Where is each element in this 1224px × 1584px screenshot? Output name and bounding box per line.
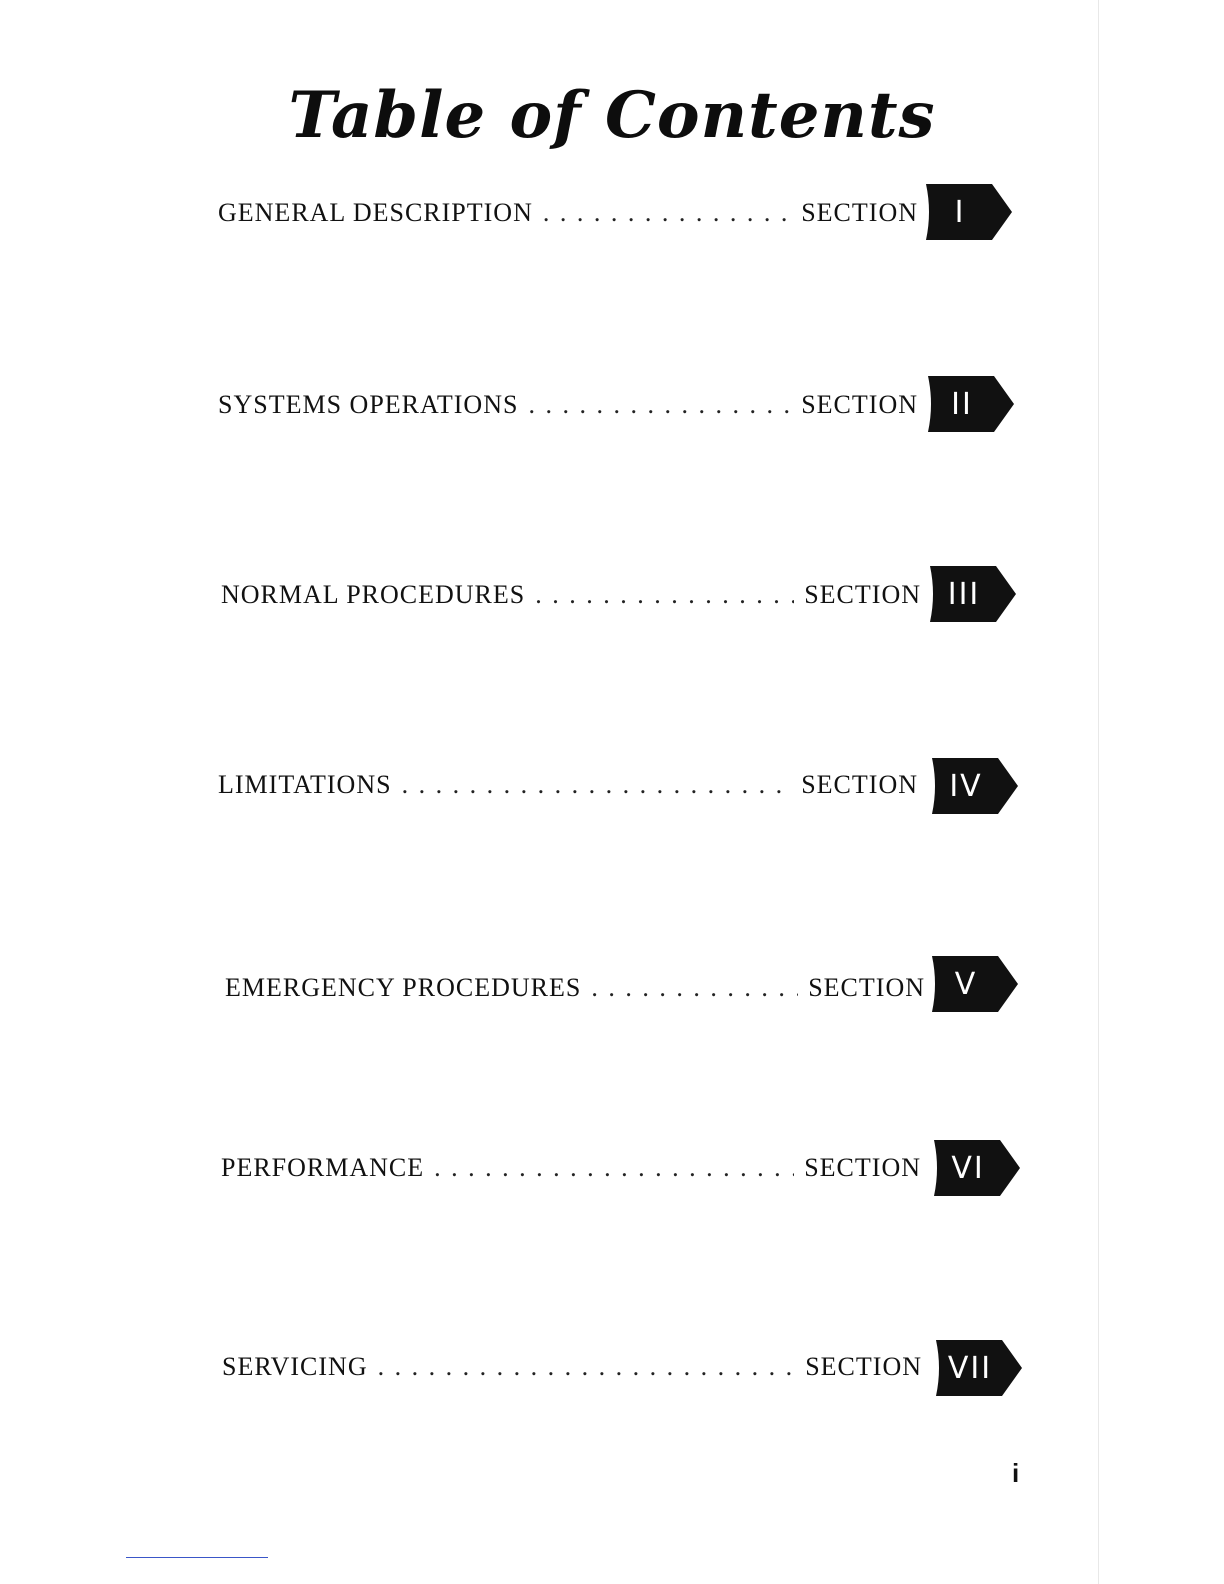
section-tab-ii[interactable] (924, 374, 1016, 434)
toc-entry-normal-procedures[interactable] (221, 580, 921, 620)
page-title: Table of Contents (288, 78, 936, 153)
section-tab-vi[interactable] (930, 1138, 1022, 1198)
page-number: i (1012, 1458, 1020, 1488)
toc-entry-name: PERFORMANCE (221, 1153, 425, 1182)
toc-entry-section-label: SECTION (801, 198, 918, 227)
page-edge-line (1098, 0, 1099, 1584)
toc-entry-section-label: SECTION (808, 973, 925, 1002)
section-tab-v[interactable] (928, 954, 1020, 1014)
section-numeral: I (954, 194, 966, 230)
section-tab-iv[interactable] (928, 756, 1020, 816)
toc-entry-section-label: SECTION (801, 770, 918, 799)
toc-entry-section-label: SECTION (805, 1352, 922, 1381)
footer-underline-mark (126, 1557, 268, 1558)
toc-entry-section-label: SECTION (801, 390, 918, 419)
dot-leader (434, 1153, 794, 1183)
toc-entry-name: GENERAL DESCRIPTION (218, 198, 533, 227)
dot-leader (378, 1352, 796, 1382)
toc-entry-section-label: SECTION (804, 580, 921, 609)
toc-entry-section-label: SECTION (804, 1153, 921, 1182)
section-numeral: II (951, 386, 973, 422)
toc-entry-name: NORMAL PROCEDURES (221, 580, 526, 609)
dot-leader (543, 198, 791, 228)
section-numeral: III (947, 576, 981, 612)
dot-leader (528, 390, 791, 420)
toc-entry-name: EMERGENCY PROCEDURES (225, 973, 582, 1002)
toc-entry-name: LIMITATIONS (218, 770, 392, 799)
section-numeral: V (954, 966, 978, 1002)
toc-entry-servicing[interactable] (222, 1352, 922, 1392)
toc-entry-name: SERVICING (222, 1352, 368, 1381)
section-tab-i[interactable] (922, 182, 1014, 242)
toc-entry-limitations[interactable] (218, 770, 918, 810)
toc-entry-performance[interactable] (221, 1153, 921, 1193)
toc-entry-systems-operations[interactable] (218, 390, 918, 430)
section-tab-iii[interactable] (926, 564, 1018, 624)
toc-entry-general-description[interactable] (218, 198, 918, 238)
section-numeral: VI (951, 1150, 985, 1186)
section-numeral: VII (947, 1350, 993, 1386)
dot-leader (591, 973, 798, 1003)
toc-entry-emergency-procedures[interactable] (225, 973, 925, 1013)
toc-entry-name: SYSTEMS OPERATIONS (218, 390, 519, 419)
dot-leader (402, 770, 792, 800)
dot-leader (535, 580, 794, 610)
section-numeral: IV (949, 768, 983, 804)
section-tab-vii[interactable] (932, 1338, 1024, 1398)
